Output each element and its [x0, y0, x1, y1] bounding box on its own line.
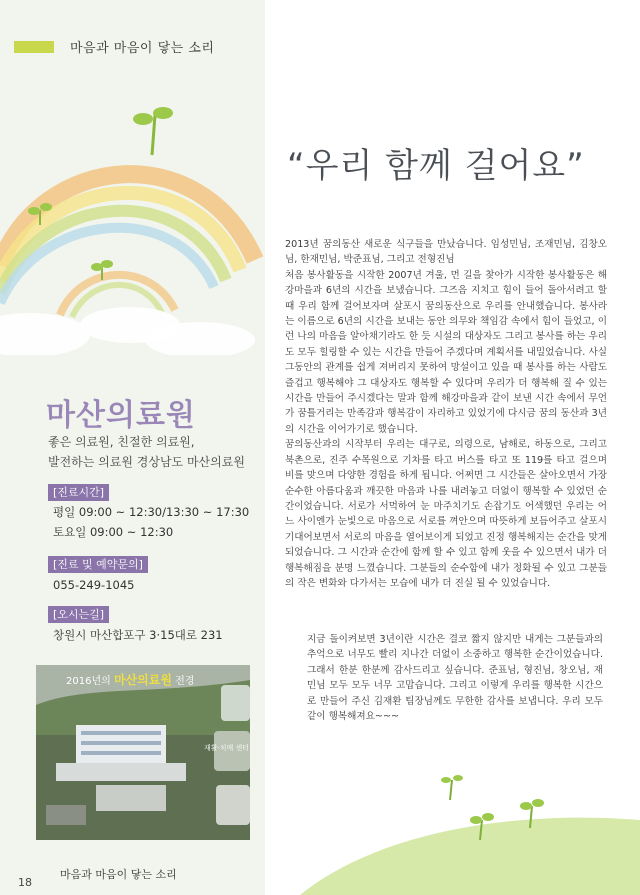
address: 창원시 마산합포구 3·15대로 231 — [53, 628, 223, 642]
directions-label: [오시는길] — [48, 606, 109, 623]
article-body — [285, 237, 607, 591]
contact-label: [진료 및 예약문의] — [48, 556, 148, 573]
hours-label: [진료시간] — [48, 484, 109, 501]
article-title: “우리 함께 걸어요” — [287, 146, 585, 186]
article-paragraph: 2013년 꿈의동산 새로운 식구들을 만났습니다. 임성민님, 조재민님, 김창오님, 한재민님, 박준표님, 그리고 전형진님 — [285, 239, 607, 266]
phone-number: 055-249-1045 — [53, 578, 135, 592]
photo-caption-suffix: 전경 — [175, 676, 195, 687]
photo-caption — [66, 671, 194, 688]
hours-weekday: 평일 09:00 ~ 12:30/13:30 ~ 17:30 — [53, 505, 250, 519]
org-name: 마산의료원 — [46, 398, 196, 433]
footer-title: 마음과 마음이 닿는 소리 — [60, 868, 177, 881]
section-title: 마음과 마음이 닿는 소리 — [70, 41, 215, 56]
hours-saturday: 토요일 09:00 ~ 12:30 — [53, 525, 174, 539]
article-closing: 지금 돌이켜보면 3년이란 시간은 결코 짧지 않지만 내게는 그분들과의 추억으로 너무도 빨리 지나간 더없이 소중하고 행복한 순간이었습니다. 그래서 한분 한분께 감사드리고 싶습니다. 준표님, 형진님, 창오님, 재민님 모두 모두 너무 고맙습니다. 그리고 이렇게 우리를 행복한 시간으로 만들어 주신 김재환 팀장님께도 무한한 감사를 보냅니다. 우리 모두 같이 행복해져요~~~ — [307, 634, 603, 723]
rainbow-illustration — [0, 95, 265, 355]
hospital-photo — [36, 665, 250, 840]
article-paragraph: 처음 봉사활동을 시작한 2007년 겨울, 먼 길을 찾아가 시작한 봉사활동은 해강마을과 6년의 시간을 보냈습니다. 그즈음 지치고 힘이 들어 돌아서려고 할 때 우리 함께 걸어보자며 살포시 꿈의동산으로 우리를 안내했습니다. 봉사라는 이름으로 6년의 시간을 보내는 동안 의무와 책임감 속에서 힘이 들었고, 이런 나의 마음을 알아채기라도 한 듯 시설의 대상자도 그리고 봉사를 하는 우리도 모두 힐링할 수 있는 시간을 만들어 주겠다며 계획서를 내밀었습니다. 사실 그동안의 관계를 쉽게 져버리지 못하여 망설이고 있을 때 봉사를 하는 사람도 즐겁고 행복해야 그 대상자도 행복할 수 있다며 우리가 더 행복해 질 수 있는 시간을 만들어 주시겠다는 말과 함께 해강마을과 같이 보낸 시간 속에서 무언가 꿈틀거리는 만족감과 행복감이 자리하고 있었기에 다시금 꿈의 동산과 3년의 시간을 이어가기로 했습니다. — [285, 269, 607, 435]
page-number: 18 — [18, 876, 32, 889]
photo-caption-year: 2016년의 — [66, 676, 111, 687]
grass-hill-illustration — [300, 760, 640, 895]
org-tagline — [48, 432, 245, 472]
photo-caption-name: 마산의료원 — [113, 673, 172, 687]
org-tagline-line: 좋은 의료원, 친절한 의료원, — [48, 435, 195, 449]
header-accent-bar — [14, 41, 54, 53]
article-paragraph: 꿈의동산과의 시작부터 우리는 대구로, 의령으로, 남해로, 하동으로, 그리고 북촌으로, 진주 수목원으로 기차를 타고 버스를 타고 또 119를 타고 걸으며 비를 맞으며 다양한 경험을 하게 됩니다. 어쩌면 그 시간들은 살아오면서 가장 순수한 아름다움과 깨끗한 마음과 나를 내려놓고 더없이 행복할 수 있었던 순간이었습니다. 서로가 서먹하여 눈 마주치기도 손잡기도 어색했던 우리는 어느 사이엔가 눈빛으로 마음으로 서로를 껴안으며 따뜻하게 보듬어주고 살포시 기대어보면서 서로의 마음을 열어보이게 되었고 진정 행복해지는 순간을 맞게 되었습니다. 그 시간과 순간에 함께 할 수 있고 함께 웃을 수 있으면서 내가 더 행복해짐을 분명 느꼈습니다. 그분들의 순수함에 내가 정화될 수 있고 그분들의 작은 변화와 다가서는 모습에 내가 더 진실 될 수 있었습니다. — [285, 439, 607, 589]
org-tagline-line: 발전하는 의료원 경상남도 마산의료원 — [48, 455, 245, 469]
photo-inset-label: 재활·치매 센터 — [204, 744, 250, 752]
